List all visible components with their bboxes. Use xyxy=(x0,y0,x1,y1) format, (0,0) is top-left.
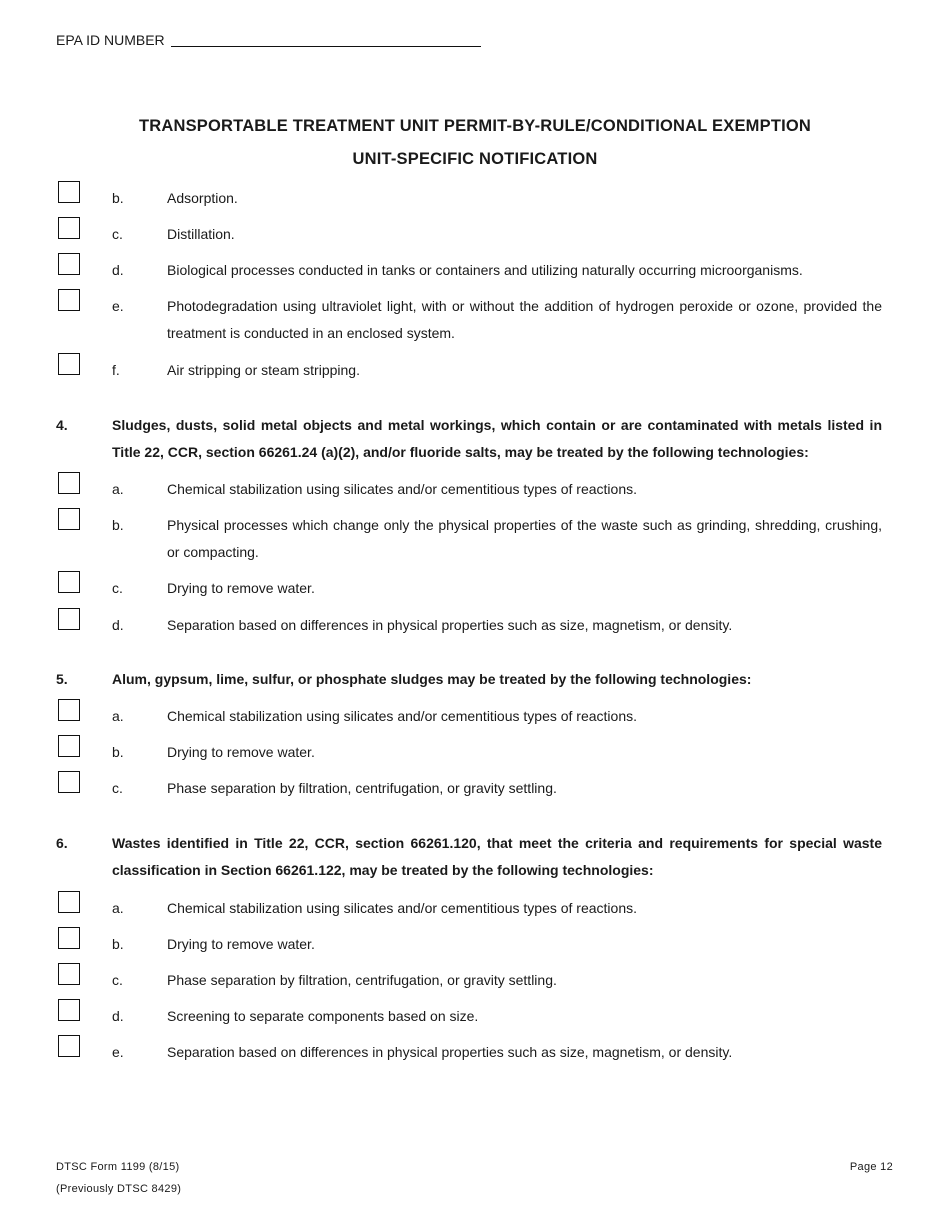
item-letter: c. xyxy=(112,972,123,988)
form-subtitle: UNIT-SPECIFIC NOTIFICATION xyxy=(352,150,598,168)
previous-form-number: (Previously DTSC 8429) xyxy=(56,1183,182,1195)
item-text: Chemical stabilization using silicates and/or cementitious types of reactions. xyxy=(167,481,638,497)
checkbox[interactable] xyxy=(58,699,80,721)
item-letter: a. xyxy=(112,708,124,724)
checkbox[interactable] xyxy=(58,508,80,530)
checkbox[interactable] xyxy=(58,999,80,1021)
checkbox[interactable] xyxy=(58,181,80,203)
item-text: Phase separation by filtration, centrifugation, or gravity settling. xyxy=(167,972,557,988)
section-number: 5. xyxy=(56,671,68,687)
checkbox[interactable] xyxy=(58,735,80,757)
form-number: DTSC Form 1199 (8/15) xyxy=(56,1161,180,1173)
checkbox[interactable] xyxy=(58,927,80,949)
section-text: Wastes identified in Title 22, CCR, section 66261.120, that meet the criteria and requirements for special waste classification in Section 66261.122, may be treated by the following technologies: xyxy=(112,835,882,878)
checkbox[interactable] xyxy=(58,608,80,630)
checkbox[interactable] xyxy=(58,353,80,375)
checkbox[interactable] xyxy=(58,472,80,494)
checkbox[interactable] xyxy=(58,253,80,275)
item-text: Drying to remove water. xyxy=(167,936,315,952)
item-letter: a. xyxy=(112,900,124,916)
checkbox[interactable] xyxy=(58,217,80,239)
item-text: Drying to remove water. xyxy=(167,580,315,596)
item-text: Adsorption. xyxy=(167,190,238,206)
page-number: Page 12 xyxy=(849,1161,893,1173)
checkbox[interactable] xyxy=(58,963,80,985)
item-letter: d. xyxy=(112,262,124,278)
item-text: Screening to separate components based on size. xyxy=(167,1008,479,1024)
item-text: Phase separation by filtration, centrifugation, or gravity settling. xyxy=(167,780,557,796)
item-letter: d. xyxy=(112,1008,124,1024)
item-text: Drying to remove water. xyxy=(167,744,315,760)
item-text: Chemical stabilization using silicates and/or cementitious types of reactions. xyxy=(167,708,638,724)
item-text: Biological processes conducted in tanks or containers and utilizing naturally occurring microorganisms. xyxy=(167,262,803,278)
item-letter: e. xyxy=(112,298,124,314)
epa-id-input-line[interactable] xyxy=(171,46,481,47)
checkbox[interactable] xyxy=(58,571,80,593)
item-text: Physical processes which change only the physical properties of the waste such as grinding, shredding, crushing, or compacting. xyxy=(167,517,882,560)
epa-id-field xyxy=(56,32,481,48)
checkbox[interactable] xyxy=(58,1035,80,1057)
section-text: Sludges, dusts, solid metal objects and metal workings, which contain or are contaminated with metals listed in Title 22, CCR, section 66261.24 (a)(2), and/or fluoride salts, may be treated by the following technologies: xyxy=(112,417,882,460)
section-text: Alum, gypsum, lime, sulfur, or phosphate sludges may be treated by the following technologies: xyxy=(112,671,752,687)
checkbox[interactable] xyxy=(58,891,80,913)
item-text: Separation based on differences in physical properties such as size, magnetism, or density. xyxy=(167,617,733,633)
item-text: Separation based on differences in physical properties such as size, magnetism, or density. xyxy=(167,1044,733,1060)
form-title: TRANSPORTABLE TREATMENT UNIT PERMIT-BY-RULE/CONDITIONAL EXEMPTION xyxy=(138,117,812,135)
item-text: Chemical stabilization using silicates and/or cementitious types of reactions. xyxy=(167,900,638,916)
section-number: 6. xyxy=(56,835,68,851)
item-text: Air stripping or steam stripping. xyxy=(167,362,360,378)
item-letter: a. xyxy=(112,481,124,497)
item-letter: c. xyxy=(112,780,123,796)
item-letter: b. xyxy=(112,744,124,760)
item-letter: c. xyxy=(112,226,123,242)
item-letter: b. xyxy=(112,190,124,206)
item-letter: d. xyxy=(112,617,124,633)
item-letter: b. xyxy=(112,936,124,952)
item-letter: b. xyxy=(112,517,124,533)
item-text: Distillation. xyxy=(167,226,235,242)
epa-id-label: EPA ID NUMBER xyxy=(56,32,165,48)
section-number: 4. xyxy=(56,417,68,433)
item-letter: c. xyxy=(112,580,123,596)
checkbox[interactable] xyxy=(58,771,80,793)
item-letter: e. xyxy=(112,1044,124,1060)
checkbox[interactable] xyxy=(58,289,80,311)
item-letter: f. xyxy=(112,362,120,378)
item-text: Photodegradation using ultraviolet light, with or without the addition of hydrogen peroxide or ozone, provided the treatment is conducted in an enclosed system. xyxy=(167,298,882,341)
